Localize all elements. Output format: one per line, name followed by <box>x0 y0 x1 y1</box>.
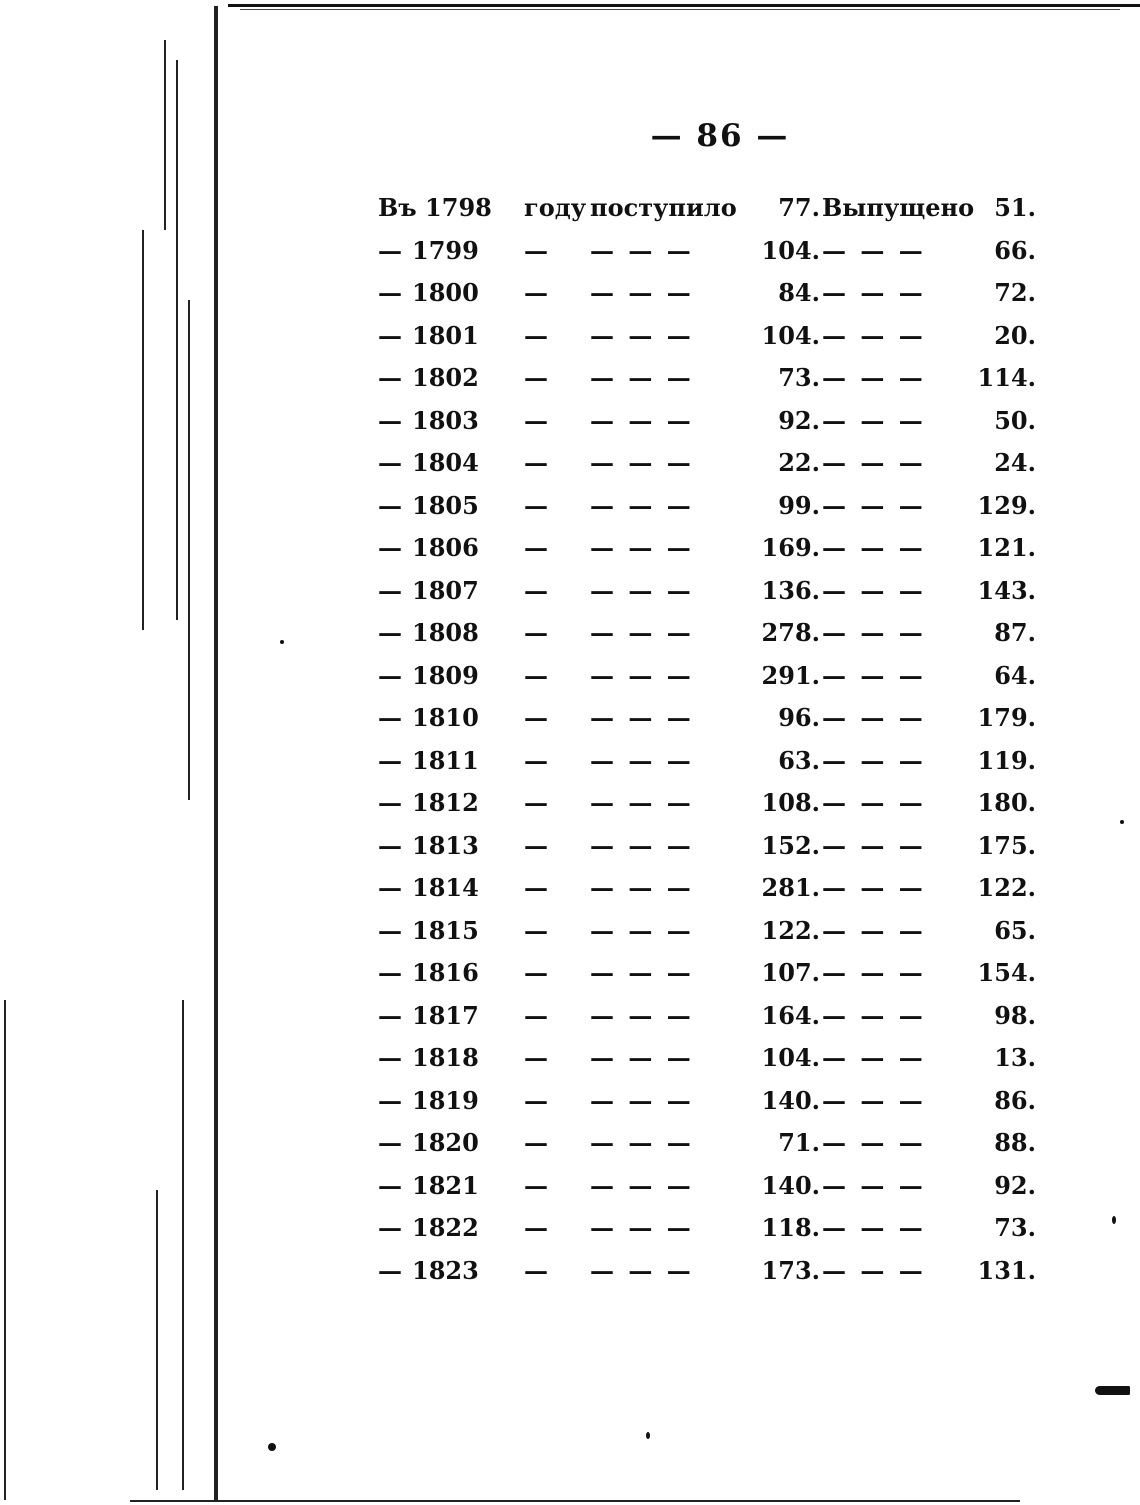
ditto-mark: — — — <box>822 745 926 775</box>
ditto-mark: — — — <box>822 1000 926 1030</box>
ditto-mark: — — — <box>822 1170 926 1200</box>
scan-scratch <box>188 300 190 800</box>
released-value: 119. <box>977 745 1036 775</box>
year-cell <box>378 321 479 350</box>
ditto-mark: — <box>378 363 402 392</box>
released-value: 129. <box>977 490 1036 520</box>
ditto-mark: — <box>378 533 402 562</box>
received-value: 73. <box>778 363 820 392</box>
scan-scratch <box>156 1190 158 1490</box>
ink-speck <box>280 640 284 644</box>
released-value: 114. <box>977 363 1036 392</box>
received-value: 291. <box>761 660 820 690</box>
year-value: 1799 <box>412 235 479 265</box>
year-cell <box>378 576 479 605</box>
ditto-mark: — — — <box>822 448 926 477</box>
ditto-mark: — — — <box>590 490 694 520</box>
year-value: 1808 <box>412 618 479 647</box>
table-body <box>378 236 1068 1299</box>
ditto-mark: — <box>524 533 551 562</box>
released-value: 92. <box>994 1170 1036 1200</box>
ditto-mark: — <box>524 788 551 817</box>
table-row-header <box>378 193 1068 236</box>
year-value: 1802 <box>412 363 479 392</box>
received-value: 281. <box>761 873 820 902</box>
released-value: 143. <box>977 575 1036 605</box>
ditto-mark: — — — <box>590 660 694 690</box>
released-value: 98. <box>994 1000 1036 1030</box>
ditto-mark: — <box>524 873 551 902</box>
released-value: 175. <box>977 830 1036 860</box>
ditto-mark: — <box>524 1255 551 1285</box>
ditto-mark: — <box>524 278 551 307</box>
table-row <box>378 278 1068 321</box>
ditto-mark: — <box>378 830 402 860</box>
received-value: 22. <box>778 448 820 477</box>
ditto-mark: — — — <box>590 1255 694 1285</box>
year-value: 1801 <box>412 320 479 350</box>
ditto-mark: — — — <box>822 703 926 732</box>
ditto-mark: — — — <box>590 405 694 435</box>
ditto-mark: — <box>524 490 551 520</box>
year-cell <box>378 533 479 562</box>
received-value: 104. <box>761 320 820 350</box>
ditto-mark: — — — <box>590 448 694 477</box>
received-value: 96. <box>778 703 820 732</box>
ditto-mark: — — — <box>822 235 926 265</box>
year-value: 1820 <box>412 1128 479 1157</box>
received-value: 92. <box>778 405 820 435</box>
received-value: 140. <box>761 1085 820 1115</box>
ditto-mark: — — — <box>590 235 694 265</box>
ditto-mark: — <box>378 1170 402 1200</box>
ditto-mark: — <box>378 1085 402 1115</box>
received-value: 152. <box>761 830 820 860</box>
ditto-mark: — <box>378 490 402 520</box>
received-value: 136. <box>761 575 820 605</box>
ditto-mark: — <box>524 1043 551 1072</box>
table-row <box>378 1213 1068 1256</box>
ditto-mark: — — — <box>822 278 926 307</box>
ditto-mark: — — — <box>822 660 926 690</box>
released-value: 65. <box>994 915 1036 945</box>
ink-speck <box>1120 820 1124 824</box>
ink-speck <box>268 1443 276 1451</box>
year-cell <box>378 278 479 307</box>
bottom-border-rule <box>130 1500 1020 1502</box>
ditto-mark: — <box>524 830 551 860</box>
received-value: 99. <box>778 490 820 520</box>
ditto-mark: — <box>378 320 402 350</box>
ditto-mark: — — — <box>822 1213 926 1242</box>
released-value: 64. <box>994 660 1036 690</box>
year-value: 1811 <box>412 745 479 775</box>
ditto-mark: — — — <box>822 830 926 860</box>
received-value: 164. <box>761 1000 820 1030</box>
ditto-mark: — <box>378 703 402 732</box>
received-label: поступило <box>590 193 737 222</box>
year-value: 1822 <box>412 1213 479 1242</box>
year-cell <box>378 491 479 520</box>
year-cell <box>378 363 479 392</box>
ditto-mark: — — — <box>590 703 694 732</box>
received-value: 140. <box>761 1170 820 1200</box>
table-row <box>378 916 1068 959</box>
table-row <box>378 321 1068 364</box>
ditto-mark: — — — <box>822 788 926 817</box>
year-cell <box>378 406 479 435</box>
ditto-mark: — — — <box>822 618 926 647</box>
released-value: 122. <box>977 873 1036 902</box>
ditto-mark: — <box>524 660 551 690</box>
year-cell <box>378 1001 479 1030</box>
received-value: 71. <box>778 1128 820 1157</box>
ditto-mark: — — — <box>822 1085 926 1115</box>
year-cell <box>378 873 479 902</box>
received-value: 84. <box>778 278 820 307</box>
released-value: 66. <box>994 235 1036 265</box>
ditto-mark: — <box>378 278 402 307</box>
received-value: 108. <box>761 788 820 817</box>
year-value: 1809 <box>412 660 479 690</box>
ditto-mark: — — — <box>822 363 926 392</box>
ditto-mark: — <box>378 915 402 945</box>
ditto-mark: — <box>378 745 402 775</box>
year-cell <box>378 618 479 647</box>
ditto-mark: — <box>524 1213 551 1242</box>
ditto-mark: — — — <box>590 958 694 987</box>
ditto-mark: — — — <box>590 1128 694 1157</box>
year-cell <box>378 703 479 732</box>
ditto-mark: — — — <box>822 533 926 562</box>
year-value: 1810 <box>412 703 479 732</box>
ditto-mark: — <box>378 1128 402 1157</box>
ditto-mark: — — — <box>590 1043 694 1072</box>
year-value: 1800 <box>412 278 479 307</box>
year-value: 1803 <box>412 405 479 435</box>
received-value: 63. <box>778 745 820 775</box>
released-value: 20. <box>994 320 1036 350</box>
ditto-mark: — <box>378 1213 402 1242</box>
table-row <box>378 576 1068 619</box>
ditto-mark: — <box>524 405 551 435</box>
ditto-mark: — — — <box>590 1170 694 1200</box>
ditto-mark: — <box>378 1000 402 1030</box>
year-value: 1812 <box>412 788 479 817</box>
year-value: 1813 <box>412 830 479 860</box>
table-row <box>378 1256 1068 1299</box>
year-cell <box>378 746 479 775</box>
year-cell <box>378 1213 479 1242</box>
table-row <box>378 1043 1068 1086</box>
ditto-mark: — <box>524 958 551 987</box>
top-border-rule <box>228 4 1140 7</box>
released-value: 179. <box>977 703 1036 732</box>
released-label: Выпущено <box>822 193 975 222</box>
year-cell <box>378 1171 479 1200</box>
ditto-mark: — <box>378 235 402 265</box>
ditto-mark: — — — <box>590 363 694 392</box>
table-row <box>378 1086 1068 1129</box>
ditto-mark: — <box>378 660 402 690</box>
ditto-mark: — <box>524 1128 551 1157</box>
year-value: 1823 <box>412 1255 479 1285</box>
year-cell <box>378 236 479 265</box>
ditto-mark: — <box>524 1000 551 1030</box>
ditto-mark: — <box>524 745 551 775</box>
ditto-mark: — — — <box>822 320 926 350</box>
top-border-rule-thin <box>240 9 1120 10</box>
year-cell <box>378 448 479 477</box>
table-row <box>378 363 1068 406</box>
table-row <box>378 873 1068 916</box>
table-row <box>378 618 1068 661</box>
year-cell: Въ 1798 <box>378 193 492 222</box>
ditto-mark: — — — <box>822 1043 926 1072</box>
year-cell <box>378 1086 479 1115</box>
released-value: 50. <box>994 405 1036 435</box>
released-value: 86. <box>994 1085 1036 1115</box>
year-cell <box>378 916 479 945</box>
ditto-mark: — — — <box>590 830 694 860</box>
received-value: 169. <box>761 533 820 562</box>
year-value: 1818 <box>412 1043 479 1072</box>
ditto-mark: — <box>524 448 551 477</box>
ditto-mark: — — — <box>590 278 694 307</box>
year-value: 1817 <box>412 1000 479 1030</box>
ditto-mark: — <box>378 958 402 987</box>
ink-blot <box>1095 1386 1130 1395</box>
table-row <box>378 448 1068 491</box>
ditto-mark: — — — <box>590 533 694 562</box>
ditto-mark: — <box>378 618 402 647</box>
scan-scratch <box>4 1000 6 1500</box>
released-value: 24. <box>994 448 1036 477</box>
year-value: 1814 <box>412 873 479 902</box>
released-value: 51. <box>994 193 1036 222</box>
released-value: 13. <box>994 1043 1036 1072</box>
table-row <box>378 661 1068 704</box>
year-value: 1819 <box>412 1085 479 1115</box>
year-value: 1816 <box>412 958 479 987</box>
released-value: 180. <box>977 788 1036 817</box>
ditto-mark: — <box>378 788 402 817</box>
ditto-mark: — — — <box>822 1128 926 1157</box>
ditto-mark: — — — <box>590 873 694 902</box>
year-value: 1807 <box>412 575 479 605</box>
ditto-mark: — <box>524 363 551 392</box>
ditto-mark: — <box>524 703 551 732</box>
released-value: 88. <box>994 1128 1036 1157</box>
ditto-mark: — — — <box>822 873 926 902</box>
ditto-mark: — — — <box>822 1255 926 1285</box>
admissions-table <box>378 193 1068 1298</box>
ditto-mark: — <box>378 405 402 435</box>
scan-scratch <box>164 40 166 230</box>
received-value: 122. <box>761 915 820 945</box>
ditto-mark: — — — <box>590 320 694 350</box>
received-value: 104. <box>761 235 820 265</box>
year-cell <box>378 661 479 690</box>
table-row <box>378 788 1068 831</box>
ditto-mark: — <box>524 915 551 945</box>
ditto-mark: — — — <box>590 575 694 605</box>
year-cell <box>378 831 479 860</box>
received-value: 278. <box>761 618 820 647</box>
table-row <box>378 491 1068 534</box>
table-row <box>378 958 1068 1001</box>
year-value: 1806 <box>412 533 479 562</box>
year-value: 1821 <box>412 1170 479 1200</box>
received-value: 107. <box>761 958 820 987</box>
received-value: 118. <box>761 1213 820 1242</box>
scan-scratch <box>182 1000 184 1490</box>
ditto-mark: — — — <box>822 490 926 520</box>
ditto-mark: — — — <box>822 405 926 435</box>
ditto-mark: — <box>378 873 402 902</box>
released-value: 73. <box>994 1213 1036 1242</box>
released-value: 131. <box>977 1255 1036 1285</box>
ditto-mark: — <box>524 320 551 350</box>
ditto-mark: — — — <box>590 1000 694 1030</box>
ink-speck <box>646 1432 650 1439</box>
scan-scratch <box>176 60 178 620</box>
ditto-mark: — — — <box>590 618 694 647</box>
table-row <box>378 831 1068 874</box>
received-value: 104. <box>761 1043 820 1072</box>
year-cell <box>378 958 479 987</box>
page-number: — 86 — <box>650 118 790 154</box>
year-cell <box>378 1256 479 1285</box>
released-value: 154. <box>977 958 1036 987</box>
year-cell <box>378 1043 479 1072</box>
received-value: 173. <box>761 1255 820 1285</box>
ditto-mark: — <box>524 235 551 265</box>
ditto-mark: — — — <box>590 745 694 775</box>
unit-word: году <box>524 193 587 222</box>
ditto-mark: — — — <box>822 915 926 945</box>
table-row <box>378 1001 1068 1044</box>
ink-speck <box>1112 1216 1116 1224</box>
released-value: 87. <box>994 618 1036 647</box>
released-value: 121. <box>977 533 1036 562</box>
ditto-mark: — — — <box>590 1085 694 1115</box>
ditto-mark: — — — <box>590 788 694 817</box>
table-row <box>378 703 1068 746</box>
table-row <box>378 533 1068 576</box>
released-value: 72. <box>994 278 1036 307</box>
table-row <box>378 1171 1068 1214</box>
ditto-mark: — <box>378 1255 402 1285</box>
scan-scratch <box>142 230 144 630</box>
table-row <box>378 746 1068 789</box>
ditto-mark: — — — <box>822 958 926 987</box>
year-cell <box>378 1128 479 1157</box>
table-row <box>378 1128 1068 1171</box>
table-row <box>378 406 1068 449</box>
ditto-mark: — <box>378 448 402 477</box>
table-row <box>378 236 1068 279</box>
received-value: 77. <box>778 193 820 222</box>
ditto-mark: — <box>524 618 551 647</box>
ditto-mark: — — — <box>822 575 926 605</box>
ditto-mark: — — — <box>590 1213 694 1242</box>
page-gutter-edge <box>214 6 218 1501</box>
year-value: 1805 <box>412 490 479 520</box>
ditto-mark: — <box>378 575 402 605</box>
year-value: 1804 <box>412 448 479 477</box>
year-cell <box>378 788 479 817</box>
ditto-mark: — — — <box>590 915 694 945</box>
ditto-mark: — <box>524 1085 551 1115</box>
ditto-mark: — <box>524 575 551 605</box>
ditto-mark: — <box>378 1043 402 1072</box>
ditto-mark: — <box>524 1170 551 1200</box>
year-value: 1815 <box>412 915 479 945</box>
